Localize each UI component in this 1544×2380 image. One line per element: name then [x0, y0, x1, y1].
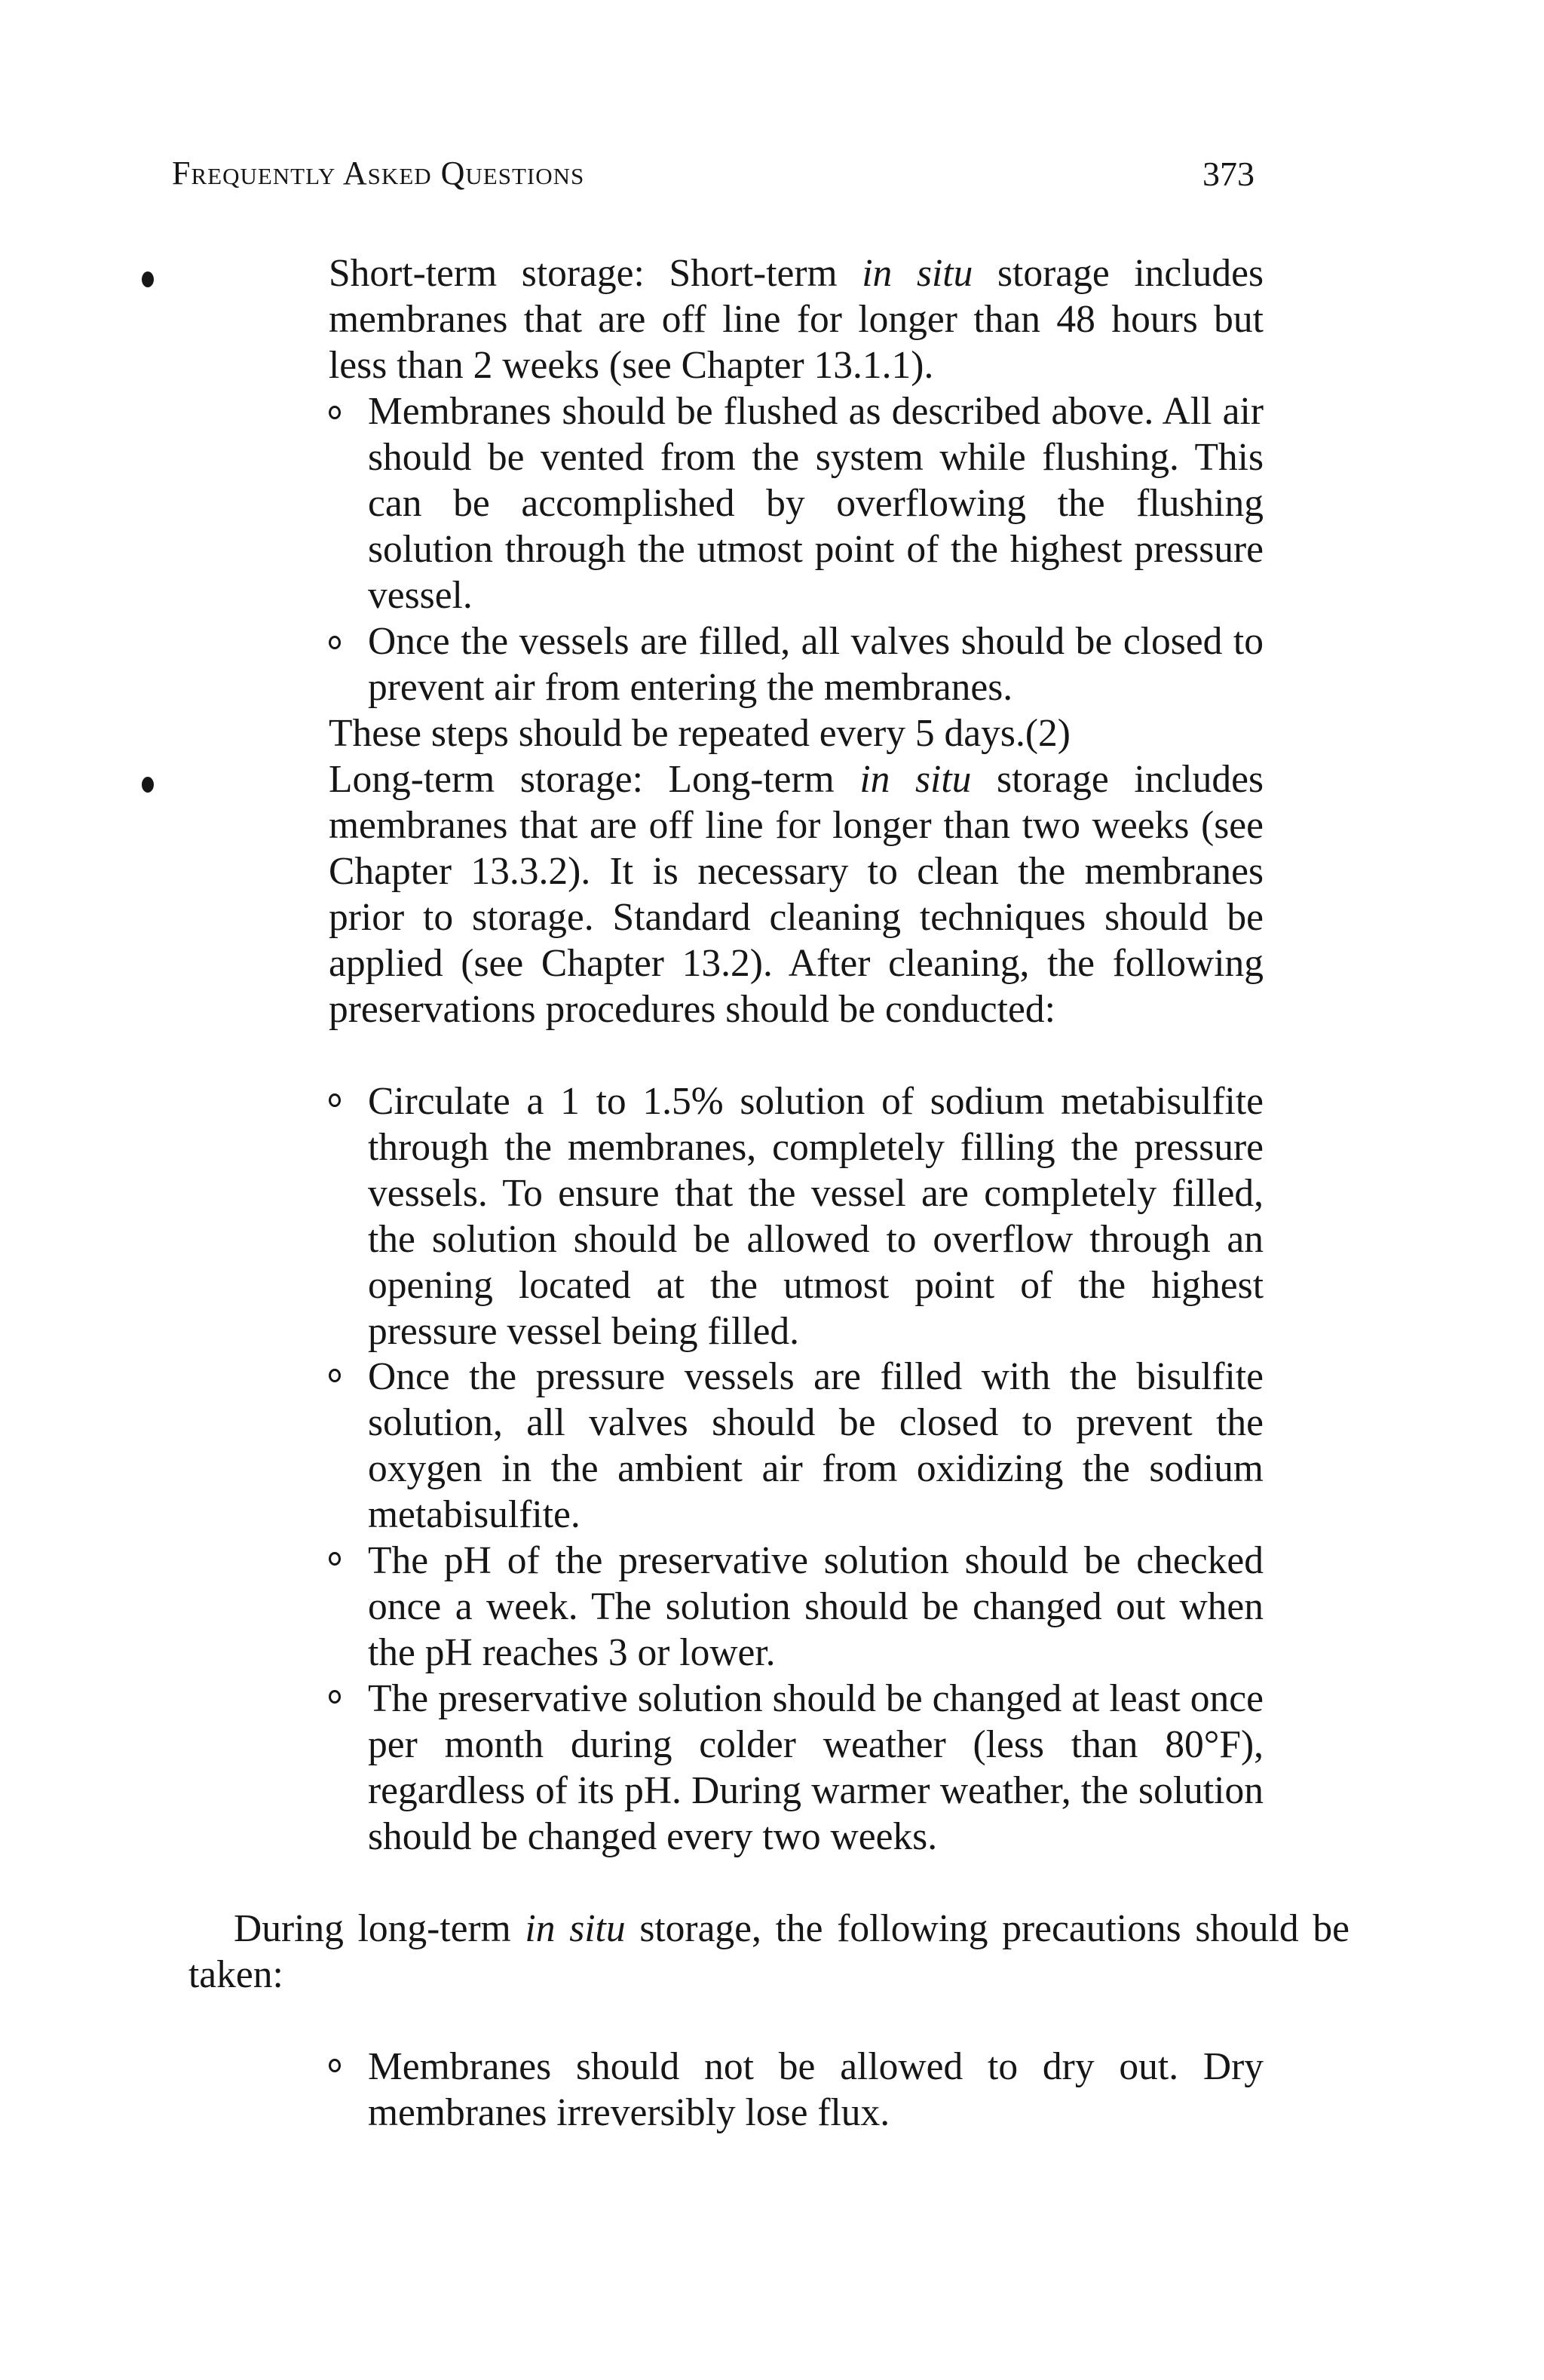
short-term-item: Short-term storage: Short-term in situ storage includes membranes that are off line for longer than 48 hours but less than 2 weeks (see Chapter 13.1.1).: [329, 252, 1264, 387]
bullet-icon: [142, 777, 154, 793]
short-term-sub-item: Membranes should be flushed as described above. All air should be vented from the system while flushing. This can be accomplished by overflowing the flushing solution through the utmost point of the highest pressure vessel.: [368, 390, 1264, 617]
circle-bullet-icon: [329, 636, 341, 649]
long-term-sub-item: Once the pressure vessels are filled with the bisulfite solution, all valves should be closed to prevent the oxygen in the ambient air from oxidizing the sodium metabisulfite.: [368, 1355, 1264, 1536]
long-term-sub-item: The pH of the preservative solution should be checked once a week. The solution should be changed out when the pH reaches 3 or lower.: [368, 1539, 1264, 1674]
long-term-sub-item: Circulate a 1 to 1.5% solution of sodium metabisulfite through the membranes, completely filling the pressure vessels. To ensure that the vessel are completely filled, the solution should be allowed to overflow through an opening located at the utmost point of the highest pressure vessel being filled.: [368, 1080, 1264, 1353]
long-term-sub-item: The preservative solution should be changed at least once per month during colder weather (less than 80°F), regardless of its pH. During warmer weather, the solution should be changed every two weeks.: [368, 1677, 1264, 1858]
circle-bullet-icon: [329, 1690, 341, 1704]
repeat-note: These steps should be repeated every 5 days.(2): [329, 712, 1071, 755]
circle-bullet-icon: [329, 1369, 341, 1382]
circle-bullet-icon: [329, 1552, 341, 1566]
short-term-sub-item: Once the vessels are filled, all valves should be closed to prevent air from entering the membranes.: [368, 620, 1264, 709]
circle-bullet-icon: [329, 406, 341, 419]
circle-bullet-icon: [329, 1093, 341, 1107]
page-number: 373: [1202, 155, 1254, 193]
long-term-item: Long-term storage: Long-term in situ storage includes membranes that are off line for longer than two weeks (see Chapter 13.3.2). It is necessary to clean the membranes prior to storage. Standard cleaning techniques should be applied (see Chapter 13.2). After cleaning, the following preservations procedures should be conducted:: [329, 758, 1264, 1031]
circle-bullet-icon: [329, 2059, 341, 2072]
precaution-item: Membranes should not be allowed to dry out. Dry membranes irreversibly lose flux.: [368, 2045, 1264, 2134]
bullet-icon: [142, 271, 154, 287]
precautions-intro: During long-term in situ storage, the following precautions should be taken:: [188, 1907, 1350, 1996]
running-head: Frequently Asked Questions: [172, 155, 585, 192]
